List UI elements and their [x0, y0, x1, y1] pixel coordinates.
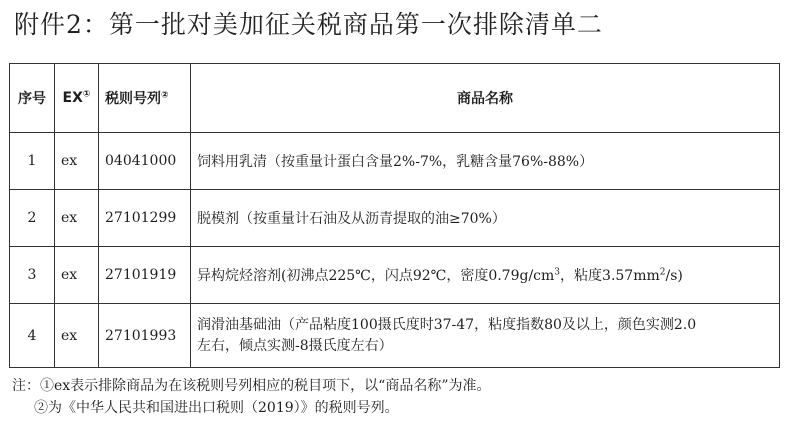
header-seq: 序号	[10, 64, 55, 133]
cell-seq: 1	[10, 133, 55, 190]
exclusion-list-table	[9, 63, 780, 368]
cell-seq: 4	[10, 304, 55, 368]
cell-seq: 2	[10, 190, 55, 247]
cell-ex: ex	[55, 247, 99, 304]
cell-tariff-code: 04041000	[99, 133, 191, 190]
table-row	[10, 133, 780, 190]
header-ex: EX①	[55, 64, 99, 133]
footnote-2: ②为《中华人民共和国进出口税则（2019）》的税则号列。	[34, 400, 399, 416]
cell-product-name: 饲料用乳清（按重量计蛋白含量2%-7%，乳糖含量76%-88%）	[191, 133, 780, 190]
header-ex-footnote-mark: ①	[82, 89, 91, 100]
header-tariff-code: 税则号列②	[99, 64, 191, 133]
table-header-row	[10, 64, 780, 133]
table-row	[10, 190, 780, 247]
cell-product-name: 脱模剂（按重量计石油及从沥青提取的油≥70%）	[191, 190, 780, 247]
table-row	[10, 304, 780, 368]
header-product-name: 商品名称	[191, 64, 780, 133]
cell-seq: 3	[10, 247, 55, 304]
footnote-1: 注：①ex表示排除商品为在该税则号列相应的税目项下，以“商品名称”为准。	[12, 378, 491, 394]
cell-tariff-code: 27101919	[99, 247, 191, 304]
cell-tariff-code: 27101993	[99, 304, 191, 368]
table-row	[10, 247, 780, 304]
cell-tariff-code: 27101299	[99, 190, 191, 247]
document-title: 附件2：第一批对美加征关税商品第一次排除清单二	[14, 10, 603, 39]
footnotes	[12, 375, 491, 419]
cell-ex: ex	[55, 190, 99, 247]
header-code-footnote-mark: ②	[161, 90, 169, 101]
cell-ex: ex	[55, 133, 99, 190]
cell-ex: ex	[55, 304, 99, 368]
cell-product-name: 润滑油基础油（产品粘度100摄氏度时37-47，粘度指数80及以上，颜色实测2.0 左右，倾点实测-8摄氏度左右）	[191, 304, 780, 368]
cell-product-name: 异构烷烃溶剂(初沸点225℃，闪点92℃，密度$0.79g/cm^3$，粘度$3.57mm^2/s$)	[191, 247, 780, 304]
